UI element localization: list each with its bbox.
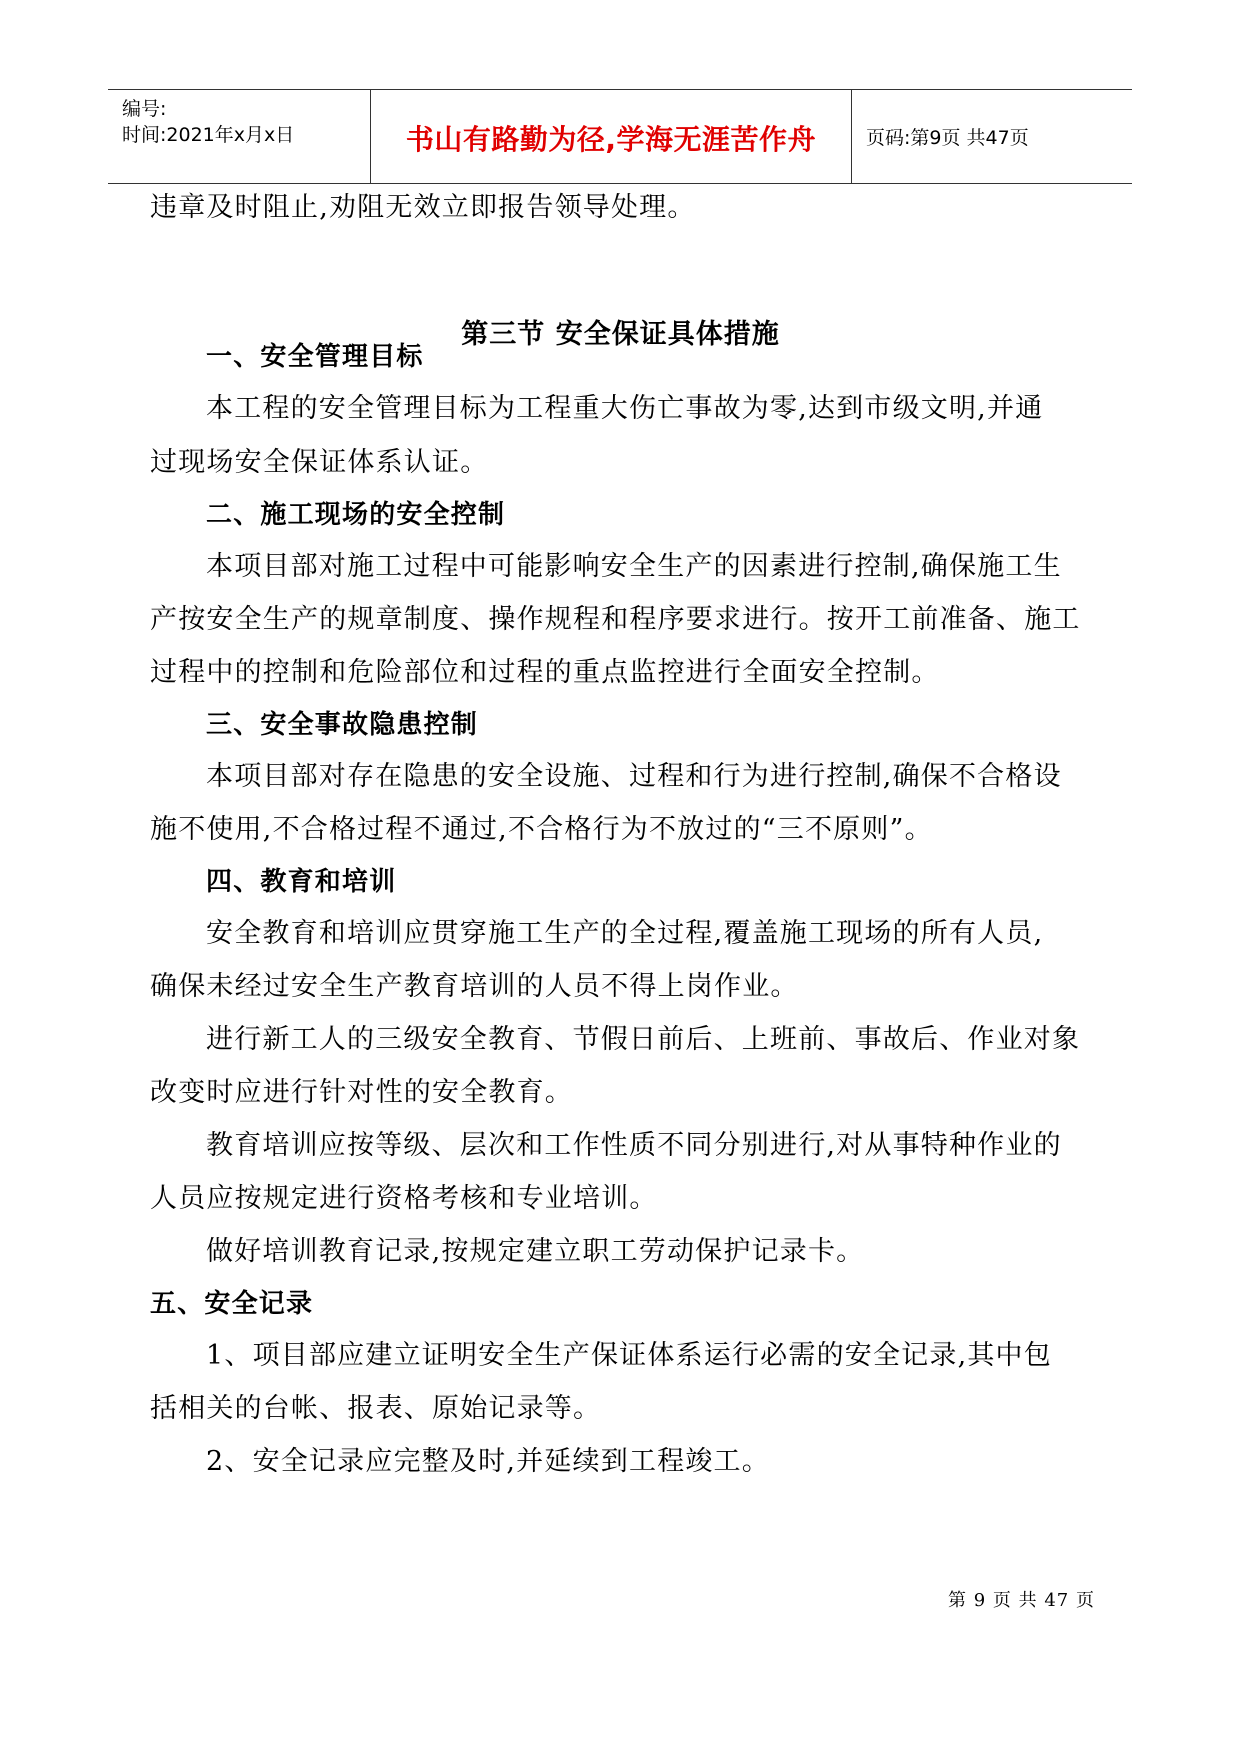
header-motto-cell (371, 90, 852, 183)
page-footer: 第 9 页 共 47 页 (948, 1590, 1095, 1611)
paragraph-8-line-1: 1、项目部应建立证明安全生产保证体系运行必需的安全记录,其中包 (206, 1340, 1052, 1371)
paragraph-2-line-2: 产按安全生产的规章制度、操作规程和程序要求进行。按开工前准备、施工 (150, 604, 1081, 635)
paragraph-1-line-1: 本工程的安全管理目标为工程重大伤亡事故为零,达到市级文明,并通 (206, 393, 1044, 424)
paragraph-4-line-2: 确保未经过安全生产教育培训的人员不得上岗作业。 (150, 971, 799, 1002)
document-header (108, 89, 1132, 184)
paragraph-5-line-1: 进行新工人的三级安全教育、节假日前后、上班前、事故后、作业对象 (206, 1024, 1081, 1055)
heading-5: 五、安全记录 (150, 1289, 314, 1319)
paragraph-4-line-1: 安全教育和培训应贯穿施工生产的全过程,覆盖施工现场的所有人员, (206, 918, 1044, 949)
heading-3: 三、安全事故隐患控制 (206, 710, 479, 740)
paragraph-3-line-2: 施不使用,不合格过程不通过,不合格行为不放过的“三不原则”。 (150, 814, 933, 845)
heading-4: 四、教育和培训 (206, 867, 397, 897)
paragraph-3-line-1: 本项目部对存在隐患的安全设施、过程和行为进行控制,确保不合格设 (206, 761, 1062, 792)
paragraph-2-line-1: 本项目部对施工过程中可能影响安全生产的因素进行控制,确保施工生 (206, 551, 1062, 582)
time-label: 时间:2021年x月x日 (122, 124, 295, 146)
header-info-cell (108, 90, 371, 183)
paragraph-9-line-1: 2、安全记录应完整及时,并延续到工程竣工。 (206, 1446, 770, 1477)
paragraph-2-line-3: 过程中的控制和危险部位和过程的重点监控进行全面安全控制。 (150, 657, 940, 688)
header-page-cell (852, 90, 1132, 183)
number-label: 编号: (122, 98, 167, 120)
paragraph-6-line-1: 教育培训应按等级、层次和工作性质不同分别进行,对从事特种作业的 (206, 1130, 1062, 1161)
paragraph-6-line-2: 人员应按规定进行资格考核和专业培训。 (150, 1183, 658, 1214)
section-title: 第三节 安全保证具体措施 (461, 319, 780, 350)
heading-2: 二、施工现场的安全控制 (206, 500, 506, 530)
motto-text: 书山有路勤为径,学海无涯苦作舟 (405, 123, 817, 156)
paragraph-7-line-1: 做好培训教育记录,按规定建立职工劳动保护记录卡。 (206, 1236, 865, 1267)
heading-1: 一、安全管理目标 (206, 342, 424, 372)
paragraph-8-line-2: 括相关的台帐、报表、原始记录等。 (150, 1393, 602, 1424)
paragraph-5-line-2: 改变时应进行针对性的安全教育。 (150, 1077, 573, 1108)
page-code: 页码:第9页 共47页 (866, 127, 1029, 149)
paragraph-1-line-2: 过现场安全保证体系认证。 (150, 447, 489, 478)
paragraph-continued: 违章及时阻止,劝阻无效立即报告领导处理。 (150, 192, 696, 223)
